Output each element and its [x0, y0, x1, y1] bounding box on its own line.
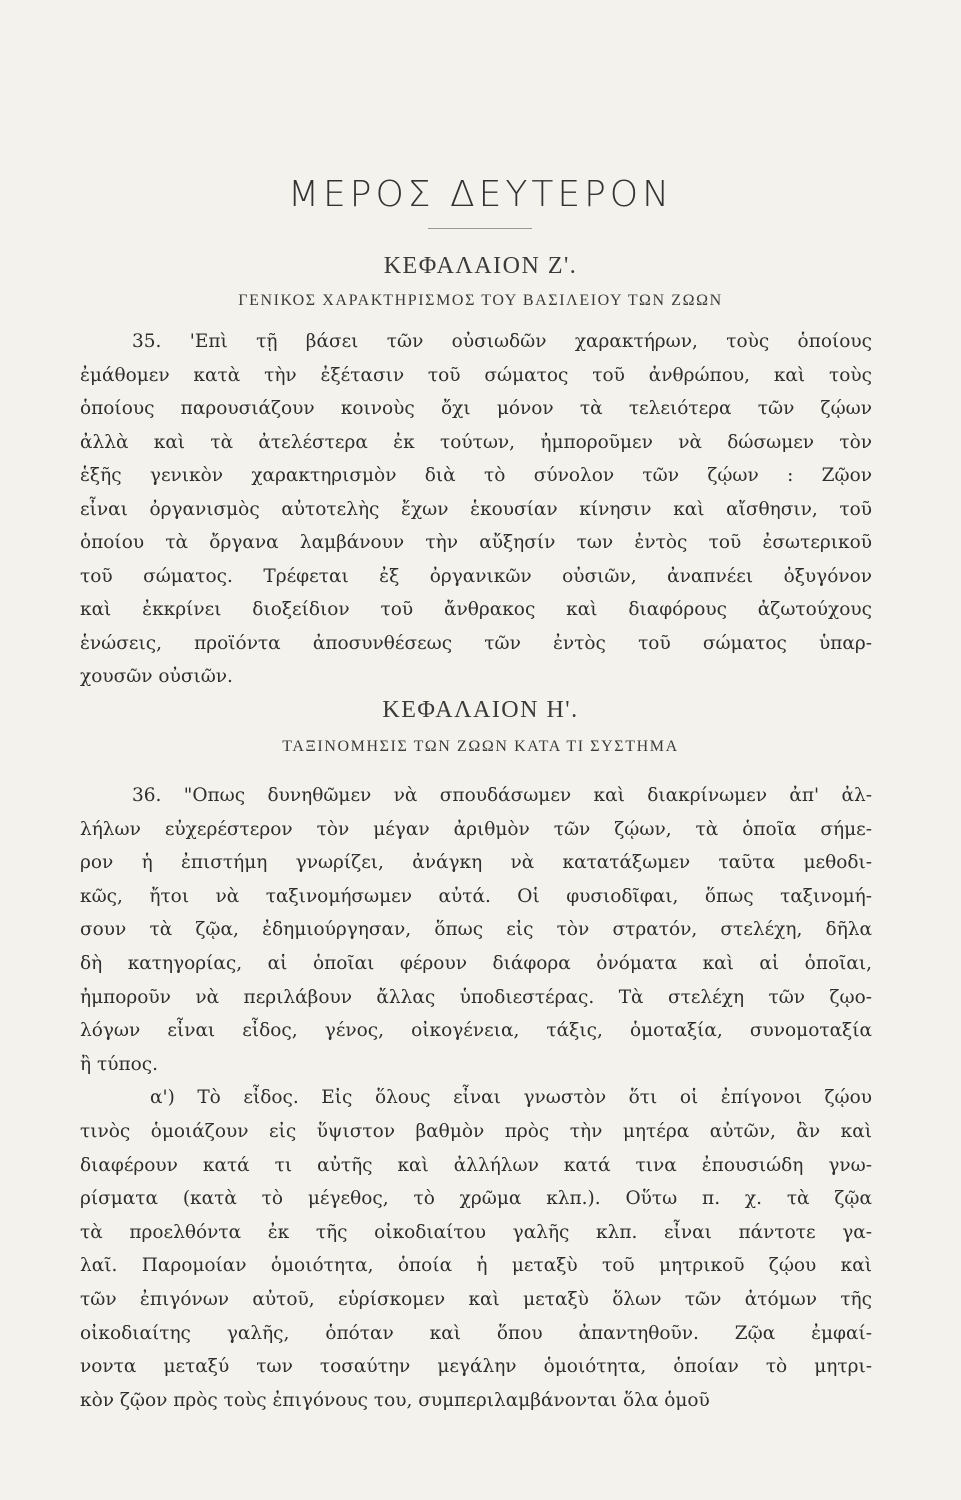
text-line: χουσῶν οὐσιῶν.	[80, 666, 233, 687]
text-line: διαφέρουν κατά τι αὐτῆς καὶ ἀλλήλων κατά τινα ἐπουσιώδη γνω-	[80, 1154, 872, 1176]
text-line: κῶς, ἤτοι νὰ ταξινομήσωμεν αὐτά. Οἱ φυσιοδῖφαι, ὅπως ταξινομή-	[80, 885, 872, 907]
text-line: σουν τὰ ζῷα, ἐδημιούργησαν, ὅπως εἰς τὸν στρατόν, στελέχη, δῆλα	[80, 919, 872, 941]
title-divider	[428, 228, 532, 229]
text-line: λόγων εἶναι εἶδος, γένος, οἰκογένεια, τάξις, ὁμοταξία, συνομοταξία	[80, 1020, 872, 1042]
text-line: ὁποίου τὰ ὄργανα λαμβάνουν τὴν αὔξησίν των ἐντὸς τοῦ ἐσωτερικοῦ	[80, 532, 872, 553]
text-line: ὁποίους παρουσιάζουν κοινοὺς ὄχι μόνον τὰ τελειότερα τῶν ζῴων	[80, 398, 872, 419]
text-line: καὶ ἐκκρίνει διοξείδιον τοῦ ἄνθρακος καὶ διαφόρους ἀζωτούχους	[80, 599, 872, 620]
text-line: ἑξῆς γενικὸν χαρακτηρισμὸν διὰ τὸ σύνολον τῶν ζῴων : Ζῷον	[80, 465, 872, 486]
chapter-i-subtitle: ΤΑΞΙΝΟΜΗΣΙΣ ΤΩΝ ΖΩΩΝ ΚΑΤΑ ΤΙ ΣΥΣΤΗΜΑ	[282, 738, 679, 755]
text-line: ρον ἡ ἐπιστήμη γνωρίζει, ἀνάγκη νὰ κατατάξωμεν ταῦτα μεθοδι-	[80, 852, 872, 874]
text-line: εἶναι ὀργανισμὸς αὐτοτελὴς ἔχων ἑκουσίαν κίνησιν καὶ αἴσθησιν, τοῦ	[80, 498, 872, 520]
text-line: κὸν ζῷον πρὸς τοὺς ἐπιγόνους του, συμπεριλαμβάνονται ὅλα ὁμοῦ	[80, 1389, 710, 1411]
text-line: τοῦ σώματος. Τρέφεται ἐξ ὀργανικῶν οὐσιῶν, ἀναπνέει ὀξυγόνον	[80, 565, 872, 587]
part-title: ΜΕΡΟΣ ΔΕΥΤΕΡΟΝ	[287, 174, 674, 215]
text-line: τινὸς ὁμοιάζουν εἰς ὕψιστον βαθμὸν πρὸς τὴν μητέρα αὐτῶν, ἂν καὶ	[80, 1121, 872, 1142]
text-line: 36. "Οπως δυνηθῶμεν νὰ σπουδάσωμεν καὶ διακρίνωμεν ἀπ' ἀλ-	[132, 785, 872, 806]
text-line: δὴ κατηγορίας, αἱ ὁποῖαι φέρουν διάφορα ὀνόματα καὶ αἱ ὁποῖαι,	[80, 953, 872, 974]
text-line: τῶν ἐπιγόνων αὐτοῦ, εὑρίσκομεν καὶ μεταξὺ ὅλων τῶν ἀτόμων τῆς	[80, 1289, 872, 1310]
text-line: νοντα μεταξύ των τοσαύτην μεγάλην ὁμοιότητα, ὁποίαν τὸ μητρι-	[80, 1356, 872, 1378]
text-line: ἀλλὰ καὶ τὰ ἀτελέστερα ἐκ τούτων, ἠμποροῦμεν νὰ δώσωμεν τὸν	[80, 431, 872, 453]
text-line: οἰκοδιαίτης γαλῆς, ὁπόταν καὶ ὅπου ἀπαντηθοῦν. Ζῷα ἐμφαί-	[80, 1322, 872, 1344]
text-line: ἐμάθομεν κατὰ τὴν ἐξέτασιν τοῦ σώματος τοῦ ἀνθρώπου, καὶ τοὺς	[80, 364, 872, 386]
chapter-i-heading: ΚΕΦΑΛΑΙΟΝ Η'.	[382, 697, 579, 723]
text-line: λαῖ. Παρομοίαν ὁμοιότητα, ὁποία ἡ μεταξὺ τοῦ μητρικοῦ ζῴου καὶ	[80, 1255, 872, 1277]
text-line: ἢ τύπος.	[80, 1053, 158, 1075]
text-line: α') Τὸ εἶδος. Εἰς ὅλους εἶναι γνωστὸν ὅτι οἱ ἐπίγονοι ζῴου	[150, 1087, 872, 1109]
text-line: 35. 'Επὶ τῇ βάσει τῶν οὐσιωδῶν χαρακτήρων, τοὺς ὁποίους	[132, 331, 872, 352]
text-line: λήλων εὐχερέστερον τὸν μέγαν ἀριθμὸν τῶν ζῴων, τὰ ὁποῖα σήμε-	[80, 818, 872, 840]
text-line: ἑνώσεις, προϊόντα ἀποσυνθέσεως τῶν ἐντὸς τοῦ σώματος ὑπαρ-	[80, 632, 872, 654]
text-line: ρίσματα (κατὰ τὸ μέγεθος, τὸ χρῶμα κλπ.). Οὕτω π. χ. τὰ ζῷα	[80, 1188, 872, 1210]
text-line: τὰ προελθόντα ἐκ τῆς οἰκοδιαίτου γαλῆς κλπ. εἶναι πάντοτε γα-	[80, 1221, 872, 1243]
chapter-z-subtitle: ΓΕΝΙΚΟΣ ΧΑΡΑΚΤΗΡΙΣΜΟΣ ΤΟΥ ΒΑΣΙΛΕΙΟΥ ΤΩΝ ΖΩΩΝ	[238, 292, 723, 309]
text-line: ἠμποροῦν νὰ περιλάβουν ἄλλας ὑποδιεστέρας. Τὰ στελέχη τῶν ζῳο-	[80, 986, 872, 1008]
chapter-z-heading: ΚΕΦΑΛΑΙΟΝ Ζ'.	[383, 253, 578, 279]
